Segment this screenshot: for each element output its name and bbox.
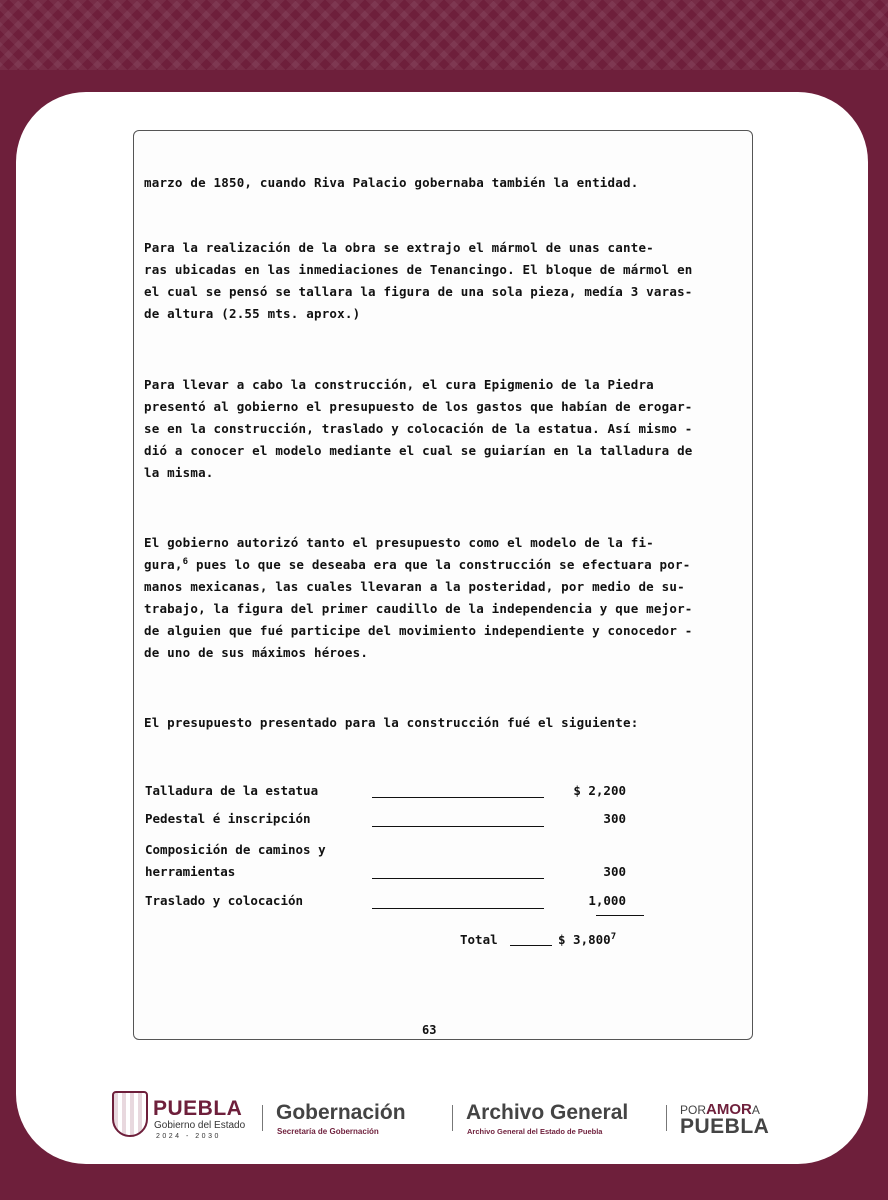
- paragraph-line: marzo de 1850, cuando Riva Palacio gobernaba también la entidad.: [144, 175, 639, 190]
- paragraph-line: presentó al gobierno el presupuesto de los gastos que habían de erogar-: [144, 399, 693, 414]
- puebla-logo-years: 2024 - 2030: [156, 1133, 221, 1140]
- amor-amor: AMOR: [706, 1101, 752, 1118]
- budget-leader-line: [372, 878, 544, 879]
- budget-leader-line: [372, 908, 544, 909]
- decorative-pattern-band: [0, 0, 888, 70]
- archivo-logo-subtitle: Archivo General del Estado de Puebla: [467, 1127, 603, 1136]
- total-value: [558, 932, 632, 947]
- budget-label: Talladura de la estatua: [145, 783, 319, 798]
- budget-label: Traslado y colocación: [145, 893, 304, 908]
- paragraph-line: de uno de sus máximos héroes.: [144, 645, 369, 660]
- total-label: Total: [460, 932, 498, 947]
- paragraph-line: dió a conocer el modelo mediante el cual se guiarían en la talladura de: [144, 443, 693, 458]
- logo-divider: [666, 1105, 667, 1131]
- budget-label: Composición de caminos y: [145, 842, 326, 857]
- paragraph-line: se en la construcción, traslado y colocación de la estatua. Así mismo -: [144, 421, 693, 436]
- budget-value: 1,000: [588, 893, 626, 908]
- puebla-logo-title: PUEBLA: [153, 1097, 243, 1120]
- budget-value: 300: [603, 811, 626, 826]
- footnote-marker: 6: [182, 557, 189, 567]
- total-amount: $ 3,800: [558, 932, 611, 948]
- logo-divider: [262, 1105, 263, 1131]
- paragraph-line: El gobierno autorizó tanto el presupuesto como el modelo de la fi-: [144, 535, 654, 550]
- budget-label: Pedestal é inscripción: [145, 811, 311, 826]
- logo-divider: [452, 1105, 453, 1131]
- puebla-coat-of-arms-icon: [112, 1091, 148, 1137]
- budget-label: herramientas: [145, 864, 236, 879]
- paragraph-line: ras ubicadas en las inmediaciones de Tenancingo. El bloque de mármol en: [144, 262, 693, 277]
- paragraph-line: Para la realización de la obra se extrajo el mármol de unas cante-: [144, 240, 654, 255]
- page-number: 63: [422, 1023, 437, 1037]
- sum-rule: [596, 915, 644, 916]
- paragraph-line: manos mexicanas, las cuales llevaran a la posteridad, por medio de su-: [144, 579, 685, 594]
- budget-value: $ 2,200: [573, 783, 626, 798]
- paragraph-line: El presupuesto presentado para la construcción fué el siguiente:: [144, 715, 639, 730]
- total-leader-line: [510, 945, 552, 946]
- gobernacion-logo-subtitle: Secretaría de Gobernación: [277, 1127, 379, 1136]
- footnote-marker: 7: [610, 932, 617, 942]
- paragraph-line: el cual se pensó se tallara la figura de una sola pieza, medía 3 varas-: [144, 284, 693, 299]
- paragraph-line: de alguien que fué participe del movimiento independiente y conocedor -: [144, 623, 693, 638]
- budget-value: 300: [603, 864, 626, 879]
- paragraph-fragment: pues lo que se deseaba era que la construcción se efectuara por-: [188, 557, 691, 573]
- archivo-logo-title: Archivo General: [466, 1101, 629, 1124]
- paragraph-line: la misma.: [144, 465, 214, 480]
- budget-leader-line: [372, 797, 544, 798]
- puebla-logo-subtitle: Gobierno del Estado: [154, 1120, 246, 1131]
- paragraph-line: Para llevar a cabo la construcción, el cura Epigmenio de la Piedra: [144, 377, 654, 392]
- amor-a: A: [751, 1103, 760, 1117]
- paragraph-line: [144, 557, 690, 572]
- paragraph-line: trabajo, la figura del primer caudillo de la independencia y que mejor-: [144, 601, 693, 616]
- paragraph-fragment: gura,: [144, 557, 183, 573]
- footer-logos: [0, 1085, 888, 1145]
- amor-puebla: PUEBLA: [680, 1115, 770, 1138]
- paragraph-line: de altura (2.55 mts. aprox.): [144, 306, 361, 321]
- amor-por: POR: [680, 1103, 707, 1117]
- gobernacion-logo-title: Gobernación: [276, 1101, 406, 1124]
- scanned-document-page: [133, 130, 753, 1040]
- budget-leader-line: [372, 826, 544, 827]
